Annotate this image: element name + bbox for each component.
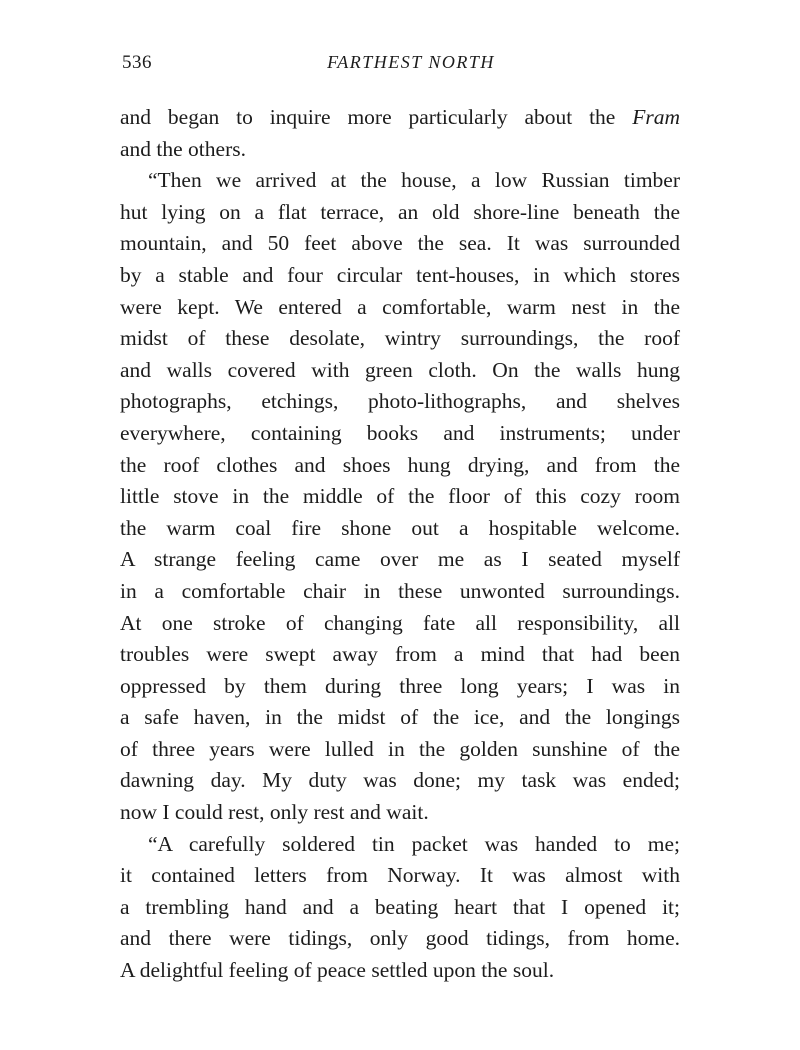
text-line: of three years were lulled in the golden sunshine of the	[120, 736, 680, 761]
text-line: midst of these desolate, wintry surroundings, the roof	[120, 326, 680, 351]
text-line: and there were tidings, only good tidings, from home.	[120, 926, 680, 951]
text-line: mountain, and 50 feet above the sea. It was surrounded	[120, 231, 680, 256]
text-line: everywhere, containing books and instruments; under	[120, 420, 680, 445]
text-line: A strange feeling came over me as I seated myself	[120, 547, 680, 572]
running-title: FARTHEST NORTH	[327, 52, 495, 72]
text-line: now I could rest, only rest and wait.	[120, 800, 429, 825]
text-line: little stove in the middle of the floor of this cozy room	[120, 484, 680, 509]
text-line: dawning day. My duty was done; my task was ended;	[120, 768, 680, 793]
page-header	[122, 52, 682, 82]
italic-ship-name: Fram	[632, 105, 680, 129]
text-line: the roof clothes and shoes hung drying, and from the	[120, 452, 680, 477]
text-line: and began to inquire more particularly about the Fram	[120, 105, 680, 129]
text-line: At one stroke of changing fate all responsibility, all	[120, 610, 680, 635]
text-line: “A carefully soldered tin packet was handed to me;	[148, 831, 680, 856]
text-line: it contained letters from Norway. It was almost with	[120, 863, 680, 888]
page-number: 536	[122, 52, 152, 73]
text-line: the warm coal fire shone out a hospitable welcome.	[120, 515, 680, 540]
text-line: troubles were swept away from a mind that had been	[120, 642, 680, 667]
text-line: by a stable and four circular tent-houses, in which stores	[120, 262, 680, 287]
text-line: “Then we arrived at the house, a low Russian timber	[148, 168, 680, 193]
paragraph-2	[120, 165, 680, 828]
body-text	[120, 102, 680, 987]
paragraph-3	[120, 829, 680, 987]
text-line: and the others.	[120, 136, 246, 161]
text-line: were kept. We entered a comfortable, warm nest in the	[120, 294, 680, 319]
text-line: in a comfortable chair in these unwonted surroundings.	[120, 578, 680, 603]
text-line: photographs, etchings, photo-lithographs, and shelves	[120, 389, 680, 414]
text-line: A delightful feeling of peace settled upon the soul.	[120, 958, 555, 983]
text-line: hut lying on a flat terrace, an old shore-line beneath the	[120, 199, 680, 224]
text-line: and walls covered with green cloth. On the walls hung	[120, 357, 680, 382]
paragraph-1	[120, 102, 680, 165]
text-line: oppressed by them during three long years; I was in	[120, 673, 680, 698]
text-line: a safe haven, in the midst of the ice, and the longings	[120, 705, 680, 730]
text-line: a trembling hand and a beating heart that I opened it;	[120, 894, 680, 919]
